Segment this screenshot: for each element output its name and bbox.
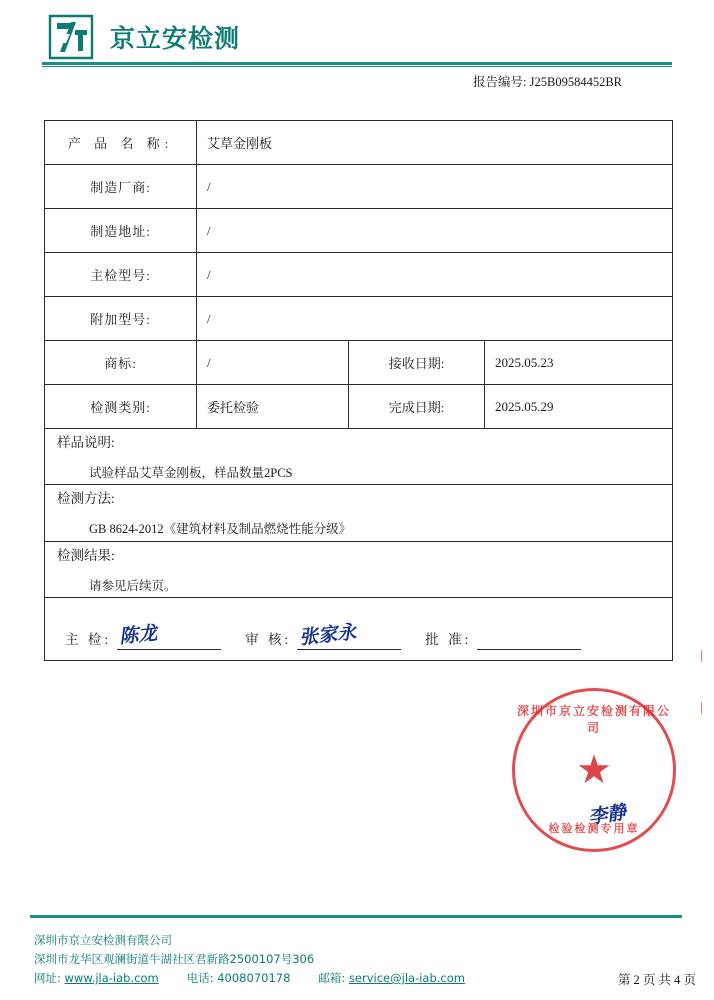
signature-label-chief-inspector: 主 检:: [65, 631, 112, 647]
footer-email-link[interactable]: service@jla-iab.com: [348, 971, 465, 986]
field-value-receive-date: 2025.05.23: [485, 341, 673, 385]
table-row: [45, 121, 673, 165]
field-value-manufacture-address: /: [197, 209, 673, 253]
field-value-additional-model: /: [197, 297, 673, 341]
signature-line-reviewer: [297, 620, 401, 650]
footer: [34, 931, 465, 988]
field-label-main-model: 主检型号:: [45, 253, 197, 297]
margin-mark-upper: |: [700, 647, 703, 662]
margin-mark-lower: |: [700, 699, 703, 714]
signature-ink-chief-inspector: 陈龙: [118, 621, 159, 648]
report-header: [42, 10, 240, 64]
signature-line-chief-inspector: [117, 620, 221, 650]
signature-label-reviewer: 审 核:: [245, 631, 292, 647]
table-row: [45, 385, 673, 429]
five-point-star-icon: ★: [576, 747, 612, 792]
footer-email-label: 邮箱:: [318, 971, 346, 986]
table-row: [45, 209, 673, 253]
test-result-title: 检测结果:: [57, 547, 115, 563]
company-name-logo: 京立安检测: [110, 24, 241, 53]
footer-company: 深圳市京立安检测有限公司: [34, 933, 172, 948]
header-divider-thin: [42, 66, 672, 67]
field-value-trademark: /: [197, 341, 349, 385]
signature-row: [45, 597, 673, 660]
signature-ink-reviewer: 张家永: [298, 620, 358, 649]
field-value-product-name: 艾草金刚板: [197, 121, 673, 165]
test-result-cell: [45, 541, 673, 597]
footer-phone-value: 4008070178: [217, 971, 291, 986]
field-label-product-name: 产 品 名 称:: [45, 121, 197, 165]
table-row: [45, 341, 673, 385]
field-label-test-category: 检测类别:: [45, 385, 197, 429]
field-label-complete-date: 完成日期:: [349, 385, 485, 429]
table-row: [45, 297, 673, 341]
header-divider: [42, 62, 672, 65]
test-result-body: 请参见后续页。: [89, 578, 177, 593]
table-row: [45, 253, 673, 297]
company-logo-icon: [42, 10, 100, 64]
footer-divider: [30, 915, 682, 918]
report-info-table: [44, 120, 673, 661]
signature-block-chief-inspector: [65, 620, 221, 650]
field-label-trademark: 商标:: [45, 341, 197, 385]
footer-website-link[interactable]: www.jla-iab.com: [64, 971, 159, 986]
signature-label-approver: 批 准:: [425, 631, 472, 647]
footer-phone-label: 电话:: [186, 971, 214, 986]
field-label-receive-date: 接收日期:: [349, 341, 485, 385]
sample-description-cell: [45, 429, 673, 485]
sample-description-body: 试验样品艾草金刚板，样品数量2PCS: [89, 466, 293, 480]
table-row: [45, 165, 673, 209]
test-method-cell: [45, 485, 673, 541]
field-value-complete-date: 2025.05.29: [485, 385, 673, 429]
stamp-top-text: 深圳市京立安检测有限公司: [516, 704, 671, 735]
field-value-main-model: /: [197, 253, 673, 297]
field-label-manufacture-address: 制造地址:: [45, 209, 197, 253]
field-value-test-category: 委托检验: [197, 385, 349, 429]
field-value-manufacturer: /: [197, 165, 673, 209]
sample-description-row: [45, 429, 673, 485]
test-method-body: GB 8624-2012《建筑材料及制品燃烧性能分级》: [89, 522, 352, 537]
footer-website-label: 网址:: [34, 971, 61, 986]
signature-cell: [45, 597, 673, 660]
signature-block-approver: [425, 620, 581, 650]
page-indicator: 第 2 页 共 4 页: [617, 973, 696, 987]
test-result-row: [45, 541, 673, 597]
signature-line-approver: [477, 620, 581, 650]
sample-description-title: 样品说明:: [57, 435, 115, 450]
signature-block-reviewer: [245, 620, 401, 650]
report-number: 报告编号: J25B09584452BR: [473, 75, 622, 89]
stamp-bottom-text: 检验检测专用章: [548, 822, 640, 835]
test-method-row: [45, 485, 673, 541]
signature-ink-approver: 李静: [586, 801, 628, 829]
test-method-title: 检测方法:: [57, 491, 115, 507]
field-label-manufacturer: 制造厂商:: [45, 165, 197, 209]
footer-address: 深圳市龙华区观澜街道牛湖社区君新路2500107号306: [34, 952, 315, 967]
field-label-additional-model: 附加型号:: [45, 297, 197, 341]
